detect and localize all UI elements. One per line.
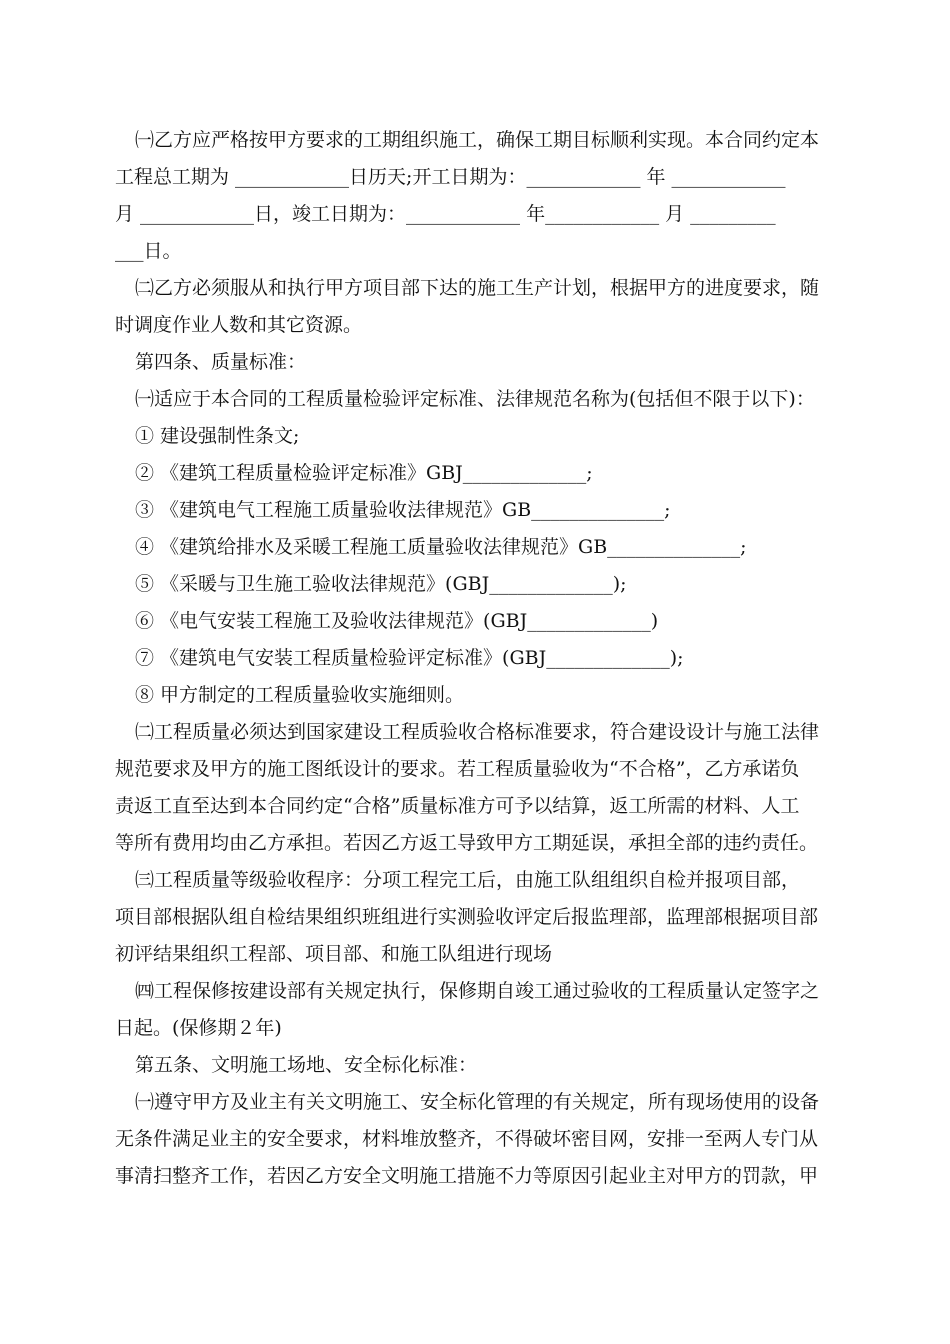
paragraph-line: 事清扫整齐工作，若因乙方安全文明施工措施不力等原因引起业主对甲方的罚款，甲 xyxy=(115,1165,819,1187)
standard-list-item: ② 《建筑工程质量检验评定标准》GBJ_____________; xyxy=(135,462,593,484)
standard-list-item: ③ 《建筑电气工程施工质量验收法律规范》GB______________; xyxy=(135,499,671,521)
paragraph-line: 规范要求及甲方的施工图纸设计的要求。若工程质量验收为“不合格”，乙方承诺负 xyxy=(115,758,800,780)
section-heading: 第五条、文明施工场地、安全标化标准： xyxy=(135,1054,478,1076)
standard-list-item: ⑧ 甲方制定的工程质量验收实施细则。 xyxy=(135,684,465,706)
standard-list-item: ④ 《建筑给排水及采暖工程施工质量验收法律规范》GB______________; xyxy=(135,536,747,558)
standard-list-item: ⑥ 《电气安装工程施工及验收法律规范》(GBJ_____________) xyxy=(135,610,659,632)
paragraph-line: ㈠遵守甲方及业主有关文明施工、安全标化管理的有关规定，所有现场使用的设备 xyxy=(135,1091,820,1113)
paragraph-line: ㈠乙方应严格按甲方要求的工期组织施工，确保工期目标顺利实现。本合同约定本 xyxy=(135,129,820,151)
section-heading: 第四条、质量标准： xyxy=(135,351,307,373)
paragraph-line: 无条件满足业主的安全要求，材料堆放整齐，不得破坏密目网，安排一至两人专门从 xyxy=(115,1128,819,1150)
paragraph-line: 项目部根据队组自检结果组织班组进行实测验收评定后报监理部，监理部根据项目部 xyxy=(115,906,819,928)
paragraph-line: 时调度作业人数和其它资源。 xyxy=(115,314,363,336)
paragraph-line: 责返工直至达到本合同约定“合格”质量标准方可予以结算，返工所需的材料、人工 xyxy=(115,795,800,817)
paragraph-line: 工程总工期为 ____________日历天;开工日期为：____________ 年 ____________ xyxy=(115,166,786,188)
standard-list-item: ⑤ 《采暖与卫生施工验收法律规范》(GBJ_____________); xyxy=(135,573,627,595)
paragraph-line: ㈢工程质量等级验收程序：分项工程完工后，由施工队组组织自检并报项目部， xyxy=(135,869,801,891)
paragraph-line: 等所有费用均由乙方承担。若因乙方返工导致甲方工期延误，承担全部的违约责任。 xyxy=(115,832,819,854)
standard-list-item: ⑦ 《建筑电气安装工程质量检验评定标准》(GBJ_____________); xyxy=(135,647,684,669)
paragraph-line: ㈣工程保修按建设部有关规定执行，保修期自竣工通过验收的工程质量认定签字之 xyxy=(135,980,820,1002)
paragraph-line: ㈡工程质量必须达到国家建设工程质验收合格标准要求，符合建设设计与施工法律 xyxy=(135,721,820,743)
paragraph-line: 日起。(保修期２年) xyxy=(115,1017,282,1039)
paragraph-line: ㈠适应于本合同的工程质量检验评定标准、法律规范名称为(包括但不限于以下)： xyxy=(135,388,815,410)
standard-list-item: ① 建设强制性条文; xyxy=(135,425,300,447)
paragraph-line: ___日。 xyxy=(115,240,182,262)
paragraph-line: 初评结果组织工程部、项目部、和施工队组进行现场 xyxy=(115,943,553,965)
paragraph-line: 月 ____________日，竣工日期为：____________ 年____________ 月 _________ xyxy=(115,203,776,225)
paragraph-line: ㈡乙方必须服从和执行甲方项目部下达的施工生产计划，根据甲方的进度要求，随 xyxy=(135,277,820,299)
